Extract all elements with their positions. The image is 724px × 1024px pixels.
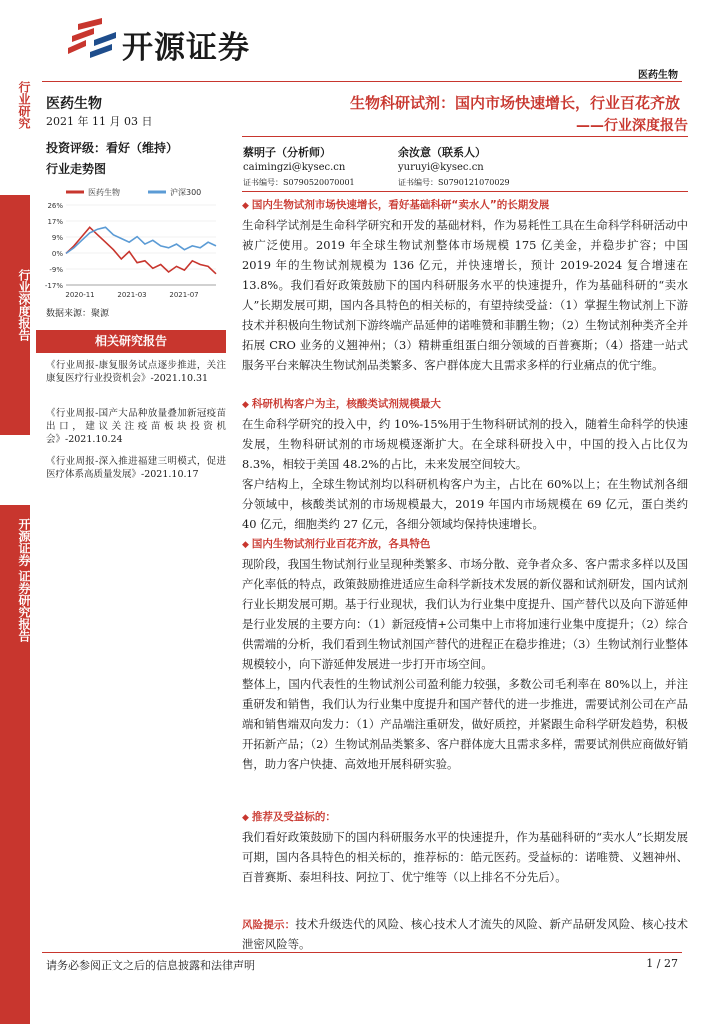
logo-text: 开源证券 xyxy=(122,30,250,66)
section-paragraph: 我们看好政策鼓励下的国内科研服务水平的快速提升，作为基础科研的“卖水人”长期发展可期，国内各具特色的相关标的，推荐标的：皓元医药。受益标的：诺唯赞、义翘神州、百普赛斯、泰坦科技、阿拉丁、优宁维等（以上排名不分先后）。 xyxy=(242,830,688,884)
y-tick-label: 26% xyxy=(47,202,63,210)
x-tick-label: 2020-11 xyxy=(65,291,95,299)
footer-divider xyxy=(42,952,682,953)
x-tick-label: 2021-03 xyxy=(117,291,147,299)
section-heading: ◆ 科研机构客户为主，核酸类试剂规模最大 xyxy=(242,395,688,414)
rail-label-deep-report: 行业深度报告 xyxy=(17,269,31,341)
sector-title: 医药生物 xyxy=(46,96,102,112)
section-paragraph: 客户结构上，全球生物试剂均以科研机构客户为主，占比在 60%以上；在生物试剂各细分领域中，核酸类试剂的市场规模最大，2019 年国内市场规模在 69 亿元，蛋白类约 40 亿元，细胞类约 27 亿元，各细分领域均保持快速增长。 xyxy=(242,477,688,531)
analyst-email[interactable]: caimingzi@kysec.cn xyxy=(243,162,346,173)
y-tick-label: -17% xyxy=(44,282,63,290)
section-5 xyxy=(242,914,688,954)
analyst-name: 蔡明子（分析师） xyxy=(243,146,331,159)
y-tick-label: 9% xyxy=(51,234,63,242)
data-source: 数据来源：聚源 xyxy=(46,309,110,319)
investment-rating: 投资评级：看好（维持） xyxy=(46,141,179,155)
x-tick-label: 2021-07 xyxy=(169,291,199,299)
risk-paragraph: 风险提示：技术升级迭代的风险、核心技术人才流失的风险、新产品研发风险、核心技术泄密风险等。 xyxy=(242,917,688,951)
section-heading: 风险提示： xyxy=(242,919,296,931)
section-3 xyxy=(242,535,688,774)
rail-label-securities-report: 开源证券 证券研究报告 xyxy=(17,517,31,643)
section-paragraph: 整体上，国内代表性的生物试剂公司盈利能力较强，多数公司毛利率在 80%以上，并注重研发和销售，我们认为行业集中度提升和国产替代的进一步推进，需要试剂公司在产品端和销售端双向发力：（1）产品端注重研发，做好质控，并紧跟生命科学研发趋势，积极开拓新产品；（2）生物试剂品类繁多、客户群体庞大且需求多样，需要试剂供应商做好销售，助力客户快捷、高效地开展科研实验。 xyxy=(242,677,688,771)
contact-name: 余汝意（联系人） xyxy=(398,146,486,159)
report-subtitle: ——行业深度报告 xyxy=(576,118,688,134)
related-report-item[interactable]: 《行业周报-深入推进福建三明模式，促进医疗体系高质量发展》-2021.10.17 xyxy=(46,456,226,480)
report-date: 2021 年 11 月 03 日 xyxy=(46,115,153,128)
legend-label: 医药生物 xyxy=(88,188,120,197)
contact-card xyxy=(398,145,548,190)
trend-chart xyxy=(36,183,224,303)
section-paragraph: 现阶段，我国生物试剂行业呈现种类繁多、市场分散、竞争者众多、客户需求多样以及国产化率低的特点，政策鼓励推进适应生命科学新技术发展的新仪器和试剂研发，国内试剂行业长期发展可期。基于行业现状，我们认为行业集中度提升、国产替代以及向下游延伸是行业发展的主要方向：（1）新冠疫情+公司集中上市将加速行业集中度提升；（2）综合供需端的分析，我们看到生物试剂国产替代的进程正在稳步推进；（3）生物试剂行业整体规模较小，向下游延伸发展进一步打开市场空间。 xyxy=(242,557,688,671)
logo-icon xyxy=(68,18,116,58)
y-tick-label: 0% xyxy=(51,250,63,258)
rail-label-industry-research: 行业研究 xyxy=(17,81,31,129)
analyst-cert: 证书编号：S0790520070001 xyxy=(243,178,355,187)
contact-email[interactable]: yuruyi@kysec.cn xyxy=(398,162,484,173)
series-line xyxy=(66,227,216,253)
section-1 xyxy=(242,196,688,375)
section-heading: ◆ 国内生物试剂市场快速增长，看好基础科研“卖水人”的长期发展 xyxy=(242,196,688,215)
analyst-card xyxy=(243,145,388,190)
legend-label: 沪深300 xyxy=(170,188,202,197)
page-number: 1 / 27 xyxy=(646,957,678,970)
section-2 xyxy=(242,395,688,534)
footer-disclaimer: 请务必参阅正文之后的信息披露和法律声明 xyxy=(46,959,255,972)
section-heading: ◆ 国内生物试剂行业百花齐放，各具特色 xyxy=(242,535,688,554)
section-heading: ◆ 推荐及受益标的： xyxy=(242,808,688,827)
y-tick-label: 17% xyxy=(47,218,63,226)
section-paragraph: 在生命科学研究的投入中，约 10%-15%用于生物科研试剂的投入，随着生命科学的快速发展，生物科研试剂的市场规模逐渐扩大。在全球科研投入中，中国的投入占比仅为 8.3%，相较于美国 48.2%的占比，未来发展空间较大。 xyxy=(242,417,688,471)
section-paragraph: 生命科学试剂是生命科学研究和开发的基础材料，作为易耗性工具在生命科学科研活动中被广泛使用。2019 年全球生物试剂整体市场规模 175 亿美金，并稳步扩容；中国 2019 年的生物试剂规模为 136 亿元，并快速增长，预计 2019-2024 复合增速在 13.8%。我们看好政策鼓励下的国内科研服务水平的快速提升，作为基础科研的“卖水人”长期发展可期，国内各具特色的相关标的，有望持续受益：（1）掌握生物试剂上下游技术并积极向生物试剂下游终端产品延伸的诺唯赞和菲鹏生物；（2）生物试剂种类齐全并拓展 CRO 业务的义翘神州；（3）精耕重组蛋白细分领域的百普赛斯；（4）搭建一站式服务平台来解决生物试剂品类繁多、客户群体庞大且需求多样的行业痛点的优宁维。 xyxy=(242,218,688,372)
related-report-item[interactable]: 《行业周报-康复服务试点逐步推进，关注康复医疗行业投资机会》-2021.10.31 xyxy=(46,360,226,384)
header-divider xyxy=(42,81,682,82)
y-tick-label: -9% xyxy=(49,266,63,274)
related-reports-header: 相关研究报告 xyxy=(36,330,226,353)
rail-white-block xyxy=(0,435,30,505)
related-report-item[interactable]: 《行业周报-国产大品种放量叠加新冠疫苗出口，建议关注疫苗板块投资机会》-2021.10.24 xyxy=(46,408,226,445)
contact-cert: 证书编号：S0790121070029 xyxy=(398,178,510,187)
analyst-divider xyxy=(242,191,688,192)
report-title: 生物科研试剂：国内市场快速增长，行业百花齐放 xyxy=(349,94,680,112)
header-sector: 医药生物 xyxy=(638,70,678,81)
title-divider xyxy=(242,136,688,137)
trend-chart-title: 行业走势图 xyxy=(46,162,107,176)
section-4 xyxy=(242,808,688,887)
side-rail xyxy=(0,65,30,1024)
